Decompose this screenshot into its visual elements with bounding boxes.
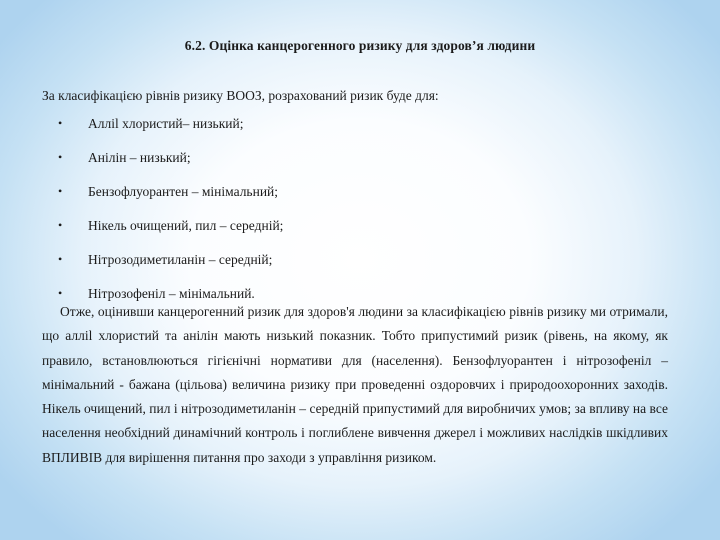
- section-title: 6.2. Оцінка канцерогенного ризику для здоров’я людини: [184, 38, 536, 53]
- list-item: [58, 146, 283, 180]
- risk-list: [58, 112, 283, 316]
- bullet-icon: •: [58, 252, 63, 266]
- bullet-icon: •: [58, 286, 63, 300]
- bullet-icon: •: [58, 184, 63, 198]
- bullet-icon: •: [58, 116, 63, 130]
- list-item: [58, 180, 283, 214]
- conclusion-paragraph: Отже, оцінивши канцерогенний ризик для здоров'я людини за класифікацією рівнів ризику ми отримали, що аллil хлористий та анілін мають низький показник. Тобто припустимий ризик (рівень, на якому, як правило, встановлюються гігієнічні нормативи для (населення). Бензофлуорантен і нітрозофеніл – мінімальний - бажана (цільова) величина ризику при проведенні оздоровчих і природоохоронних заходів. Нікель очищений, пил і нітрозодиметиланін – середній припустимий для виробничих умов; за впливу на все населення необхідний динамічний контроль і поглиблене вивчення джерел і можливих наслідків шкідливих ВПЛИВІВ для вирішення питання про заходи з управління ризиком.: [42, 304, 668, 465]
- list-item-text: Бензофлуорантен – мінімальний;: [88, 184, 279, 199]
- list-item-text: Нітрозофеніл – мінімальний.: [88, 286, 255, 301]
- list-item-text: Нікель очищений, пил – середній;: [88, 218, 284, 233]
- bullet-icon: •: [58, 150, 63, 164]
- list-item-text: Нітрозодиметиланін – середній;: [88, 252, 273, 267]
- list-item-text: Анілін – низький;: [88, 150, 191, 165]
- intro-text: За класифікацією рівнів ризику ВООЗ, розрахований ризик буде для:: [42, 88, 439, 103]
- list-item: [58, 248, 283, 282]
- list-item: [58, 112, 283, 146]
- bullet-icon: •: [58, 218, 63, 232]
- list-item: [58, 214, 283, 248]
- list-item-text: Аллil хлористий– низький;: [88, 116, 244, 131]
